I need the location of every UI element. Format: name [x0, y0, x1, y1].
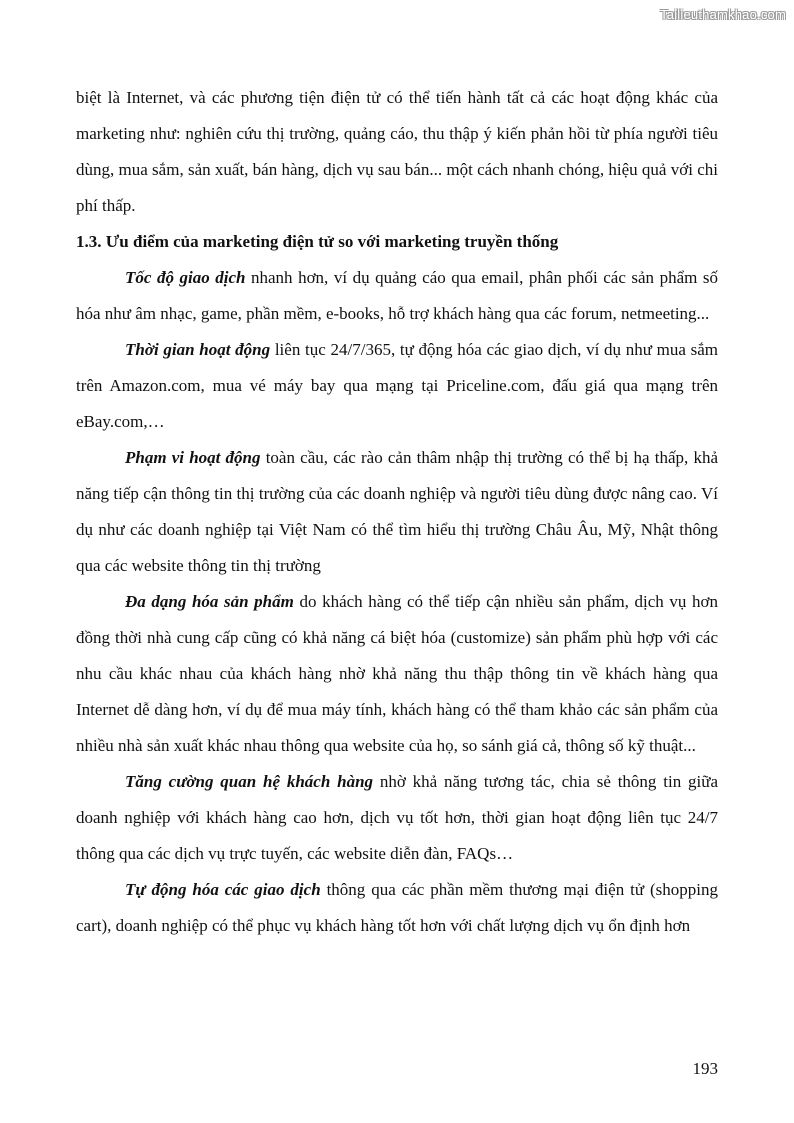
paragraph-product-diversity: [76, 584, 718, 764]
term-operating-time: Thời gian hoạt động: [125, 340, 271, 359]
document-body: [76, 80, 718, 944]
term-customer-relations: Tăng cường quan hệ khách hàng: [125, 772, 374, 791]
paragraph-automation: [76, 872, 718, 944]
paragraph-scope: [76, 440, 718, 584]
page-number: 193: [692, 1059, 718, 1078]
term-scope: Phạm vi hoạt động: [125, 448, 261, 467]
text-product-diversity: do khách hàng có thể tiếp cận nhiều sản phẩm, dịch vụ hơn đồng thời nhà cung cấp cũng có khả năng cá biệt hóa (customize) sản phẩm phù hợp với các nhu cầu khác nhau của khách hàng nhờ khả năng thu thập thông tin về khách hàng qua Internet dễ dàng hơn, ví dụ để mua máy tính, khách hàng có thể tham khảo các sản phẩm của nhiều nhà sản xuất khác nhau thông qua website của họ, so sánh giá cả, thông số kỹ thuật...: [76, 592, 719, 755]
text-scope: toàn cầu, các rào cản thâm nhập thị trường có thể bị hạ thấp, khả năng tiếp cận thông tin thị trường của các doanh nghiệp và người tiêu dùng được nâng cao. Ví dụ như các doanh nghiệp tại Việt Nam có thể tìm hiểu thị trường Châu Âu, Mỹ, Nhật thông qua các website thông tin thị trường: [76, 448, 718, 575]
term-automation: Tự động hóa các giao dịch: [125, 880, 321, 899]
text-automation: thông qua các phần mềm thương mại điện tử (shopping cart), doanh nghiệp có thể phục vụ khách hàng tốt hơn với chất lượng dịch vụ ổn định hơn: [76, 880, 718, 935]
watermark-text: Tailieuthamkhao.com: [660, 7, 786, 22]
paragraph-operating-time: [76, 332, 718, 440]
term-product-diversity: Đa dạng hóa sản phẩm: [125, 592, 294, 611]
paragraph-transaction-speed: [76, 260, 718, 332]
paragraph-customer-relations: [76, 764, 718, 872]
paragraph-intro: biệt là Internet, và các phương tiện điện tử có thể tiến hành tất cả các hoạt động khác của marketing như: nghiên cứu thị trường, quảng cáo, thu thập ý kiến phản hồi từ phía người tiêu dùng, mua sắm, sản xuất, bán hàng, dịch vụ sau bán... một cách nhanh chóng, hiệu quả với chi phí thấp.: [76, 88, 718, 215]
text-transaction-speed: nhanh hơn, ví dụ quảng cáo qua email, phân phối các sản phẩm số hóa như âm nhạc, game, phần mềm, e-books, hỗ trợ khách hàng qua các forum, netmeeting...: [76, 268, 718, 323]
section-heading: 1.3. Ưu điểm của marketing điện tử so với marketing truyền thống: [76, 232, 559, 251]
text-customer-relations: nhờ khả năng tương tác, chia sẻ thông tin giữa doanh nghiệp với khách hàng cao hơn, dịch vụ tốt hơn, thời gian hoạt động liên tục 24/7 thông qua các dịch vụ trực tuyến, các website diễn đàn, FAQs…: [76, 772, 718, 863]
text-operating-time: liên tục 24/7/365, tự động hóa các giao dịch, ví dụ như mua sắm trên Amazon.com, mua vé máy bay qua mạng tại Priceline.com, đấu giá qua mạng trên eBay.com,…: [76, 340, 718, 431]
term-transaction-speed: Tốc độ giao dịch: [125, 268, 246, 287]
